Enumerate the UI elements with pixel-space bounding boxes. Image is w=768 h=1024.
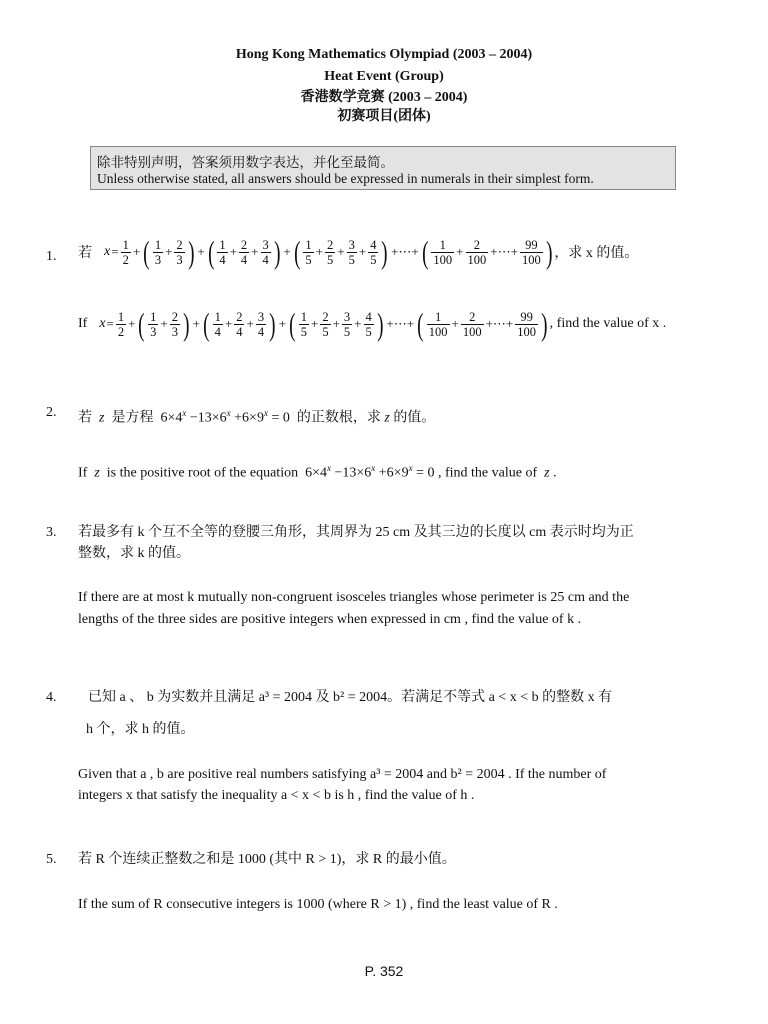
question-3-zh-line1: 若最多有 k 个互不全等的登腰三角形，其周界为 25 cm 及其三边的长度以 cm 表示时均为正: [78, 525, 634, 540]
page-number: P. 352: [364, 963, 404, 979]
question-5-number: 5.: [46, 852, 57, 867]
title-en: Hong Kong Mathematics Olympiad (2003 – 2004): [235, 47, 533, 62]
question-4-zh-line2: h 个，求 h 的值。: [86, 722, 195, 737]
notice-en: Unless otherwise stated, all answers should be expressed in numerals in their simplest form.: [97, 171, 594, 186]
q1-zh-prefix: 若: [78, 246, 92, 261]
q1-zh-suffix: ，求 x 的值。: [554, 246, 639, 261]
question-1-zh: 若 x = $\frac{1}{2}$ + ( $\frac{1}{3}$ + $\frac{2}{3}$ ) + ( $\frac{1}{4}$ + $\frac{2}{4}$ + $\frac{3}{4}$ ) + ( $\frac{1}{5}$ + $\frac{2}{5}$ + $\frac{3}{5}$ + $\frac{4}{5}$ ) +⋯+ ( $\frac{1}{100}$ + $\frac{2}{100}$ +⋯+ $\frac{99}{100}$ ) ，求 x 的值。: [78, 234, 639, 270]
question-3-en-line2: lengths of the three sides are positive integers when expressed in cm , find the value of k .: [78, 612, 582, 627]
question-2-number: 2.: [46, 405, 57, 420]
question-3-zh-line2: 整数，求 k 的值。: [78, 546, 190, 561]
subtitle-zh: 初赛项目(团体): [337, 109, 431, 124]
question-1-number: 1.: [46, 249, 57, 264]
question-1-en: If x = $\frac{1}{2}$ + ( $\frac{1}{3}$ + $\frac{2}{3}$ ) + ( $\frac{1}{4}$ + $\frac{2}{4}$ + $\frac{3}{4}$ ) + ( $\frac{1}{5}$ + $\frac{2}{5}$ + $\frac{3}{5}$ + $\frac{4}{5}$ ) +⋯+ ( $\frac{1}{100}$ + $\frac{2}{100}$ +⋯+ $\frac{99}{100}$ ) , find the value of x .: [78, 306, 667, 342]
notice-box: [90, 146, 676, 190]
question-2-zh: 若 z 是方程 $6\times 4^x -13\times 6^x +6\times 9^x = 0$ 的正数根，求 z 的值。: [78, 408, 436, 426]
title-zh: 香港数学竞赛 (2003 – 2004): [300, 90, 468, 105]
q1-en-suffix: , find the value of x .: [549, 316, 667, 331]
question-3-en-line1: If there are at most k mutually non-congruent isosceles triangles whose perimeter is 25 cm and the: [78, 590, 630, 605]
question-5-en: If the sum of R consecutive integers is 1000 (where R > 1) , find the least value of R .: [78, 897, 558, 912]
question-5-zh: 若 R 个连续正整数之和是 1000 (其中 R > 1)，求 R 的最小值。: [78, 852, 456, 867]
question-4-zh-line1: 已知 a 、 b 为实数并且满足 a³ = 2004 及 b² = 2004。若满足不等式 a < x < b 的整数 x 有: [88, 690, 613, 705]
notice-zh: 除非特别声明，答案须用数字表达，并化至最简。: [97, 155, 394, 170]
question-4-number: 4.: [46, 690, 57, 705]
question-4-en-line1: Given that a , b are positive real numbers satisfying a³ = 2004 and b² = 2004 . If the number of: [78, 767, 607, 782]
question-4-en-line2: integers x that satisfy the inequality a < x < b is h , find the value of h .: [78, 788, 475, 803]
question-3-number: 3.: [46, 525, 57, 540]
math-fraction: $\frac{1}{2}$: [122, 237, 129, 267]
subtitle-en: Heat Event (Group): [324, 69, 444, 84]
q1-en-prefix: If: [78, 316, 88, 331]
question-2-en: If z is the positive root of the equation $6\times 4^x -13\times 6^x +6\times 9^x = 0$ , find the value of z .: [78, 463, 557, 481]
